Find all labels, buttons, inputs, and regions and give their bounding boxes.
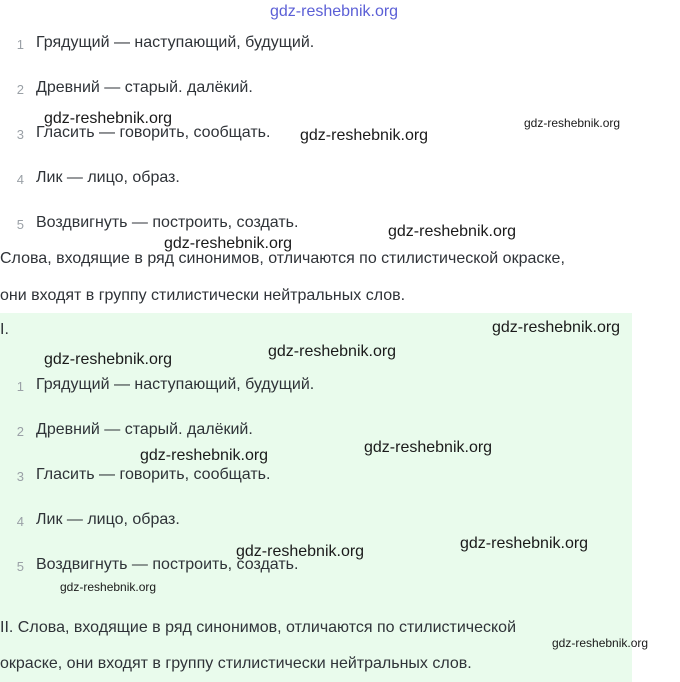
watermark-text: gdz-reshebnik.org bbox=[460, 535, 589, 552]
paragraph-line: II. Слова, входящие в ряд синонимов, отличаются по стилистической bbox=[0, 619, 517, 636]
list-number: 1 bbox=[16, 379, 24, 394]
paragraph-line: окраске, они входят в группу стилистически нейтральных слов. bbox=[0, 655, 472, 672]
watermark-text: gdz-reshebnik.org bbox=[524, 116, 621, 130]
watermark-text: gdz-reshebnik.org bbox=[552, 636, 649, 650]
list-item: Древний — старый. далёкий. bbox=[36, 421, 253, 438]
watermark-text: gdz-reshebnik.org bbox=[140, 447, 269, 464]
watermark-text: gdz-reshebnik.org bbox=[364, 439, 493, 456]
watermark-text: gdz-reshebnik.org bbox=[492, 319, 621, 336]
list-item: Грядущий — наступающий, будущий. bbox=[36, 34, 315, 51]
list-number: 2 bbox=[16, 424, 24, 439]
list-item: Лик — лицо, образ. bbox=[36, 511, 180, 528]
watermark-text: gdz-reshebnik.org bbox=[388, 223, 517, 240]
list-number: 1 bbox=[16, 37, 24, 52]
list-number: 2 bbox=[16, 82, 24, 97]
list-item: Гласить — говорить, сообщать. bbox=[36, 466, 271, 483]
section-label: I. bbox=[0, 321, 9, 338]
list-item: Лик — лицо, образ. bbox=[36, 169, 180, 186]
watermark-text: gdz-reshebnik.org bbox=[60, 580, 157, 594]
watermark-text: gdz-reshebnik.org bbox=[44, 110, 173, 127]
list-item: Древний — старый. далёкий. bbox=[36, 79, 253, 96]
watermark-text: gdz-reshebnik.org bbox=[164, 235, 293, 252]
watermark-text: gdz-reshebnik.org bbox=[300, 127, 429, 144]
paragraph-line: Слова, входящие в ряд синонимов, отличаются по стилистической окраске, bbox=[0, 250, 565, 267]
list-number: 5 bbox=[16, 217, 24, 232]
watermark-text: gdz-reshebnik.org bbox=[44, 351, 173, 368]
list-item: Гласить — говорить, сообщать. bbox=[36, 124, 271, 141]
list-item: Воздвигнуть — построить, создать. bbox=[36, 556, 299, 573]
list-number: 3 bbox=[16, 469, 24, 484]
list-item: Воздвигнуть — построить, создать. bbox=[36, 214, 299, 231]
watermark-text: gdz-reshebnik.org bbox=[270, 3, 399, 20]
list-number: 4 bbox=[16, 514, 24, 529]
list-number: 3 bbox=[16, 127, 24, 142]
paragraph-line: они входят в группу стилистически нейтральных слов. bbox=[0, 287, 406, 304]
watermark-text: gdz-reshebnik.org bbox=[268, 343, 397, 360]
list-item: Грядущий — наступающий, будущий. bbox=[36, 376, 315, 393]
list-number: 5 bbox=[16, 559, 24, 574]
watermark-text: gdz-reshebnik.org bbox=[236, 543, 365, 560]
list-number: 4 bbox=[16, 172, 24, 187]
